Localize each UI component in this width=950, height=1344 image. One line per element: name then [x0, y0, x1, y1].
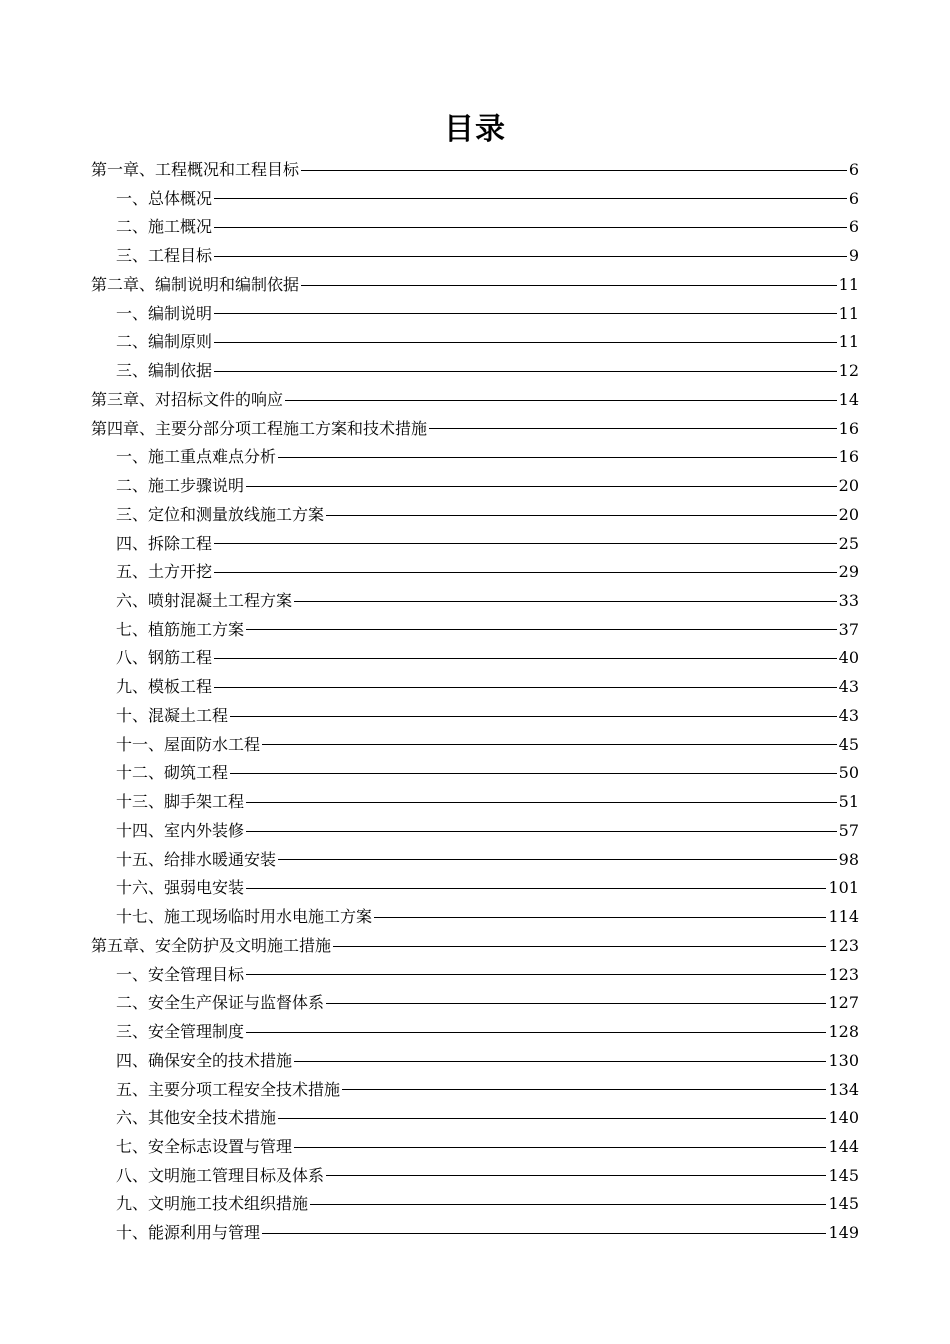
toc-entry-label: 六、其他安全技术措施 [116, 1108, 277, 1128]
toc-page-number: 43 [838, 705, 859, 725]
toc-entry-label: 七、安全标志设置与管理 [116, 1136, 293, 1156]
toc-leader-line [246, 801, 837, 803]
toc-leader-line [214, 370, 837, 372]
toc-page-number: 101 [828, 878, 859, 898]
toc-entry-label: 二、安全生产保证与监督体系 [116, 993, 325, 1013]
toc-section-entry[interactable] [91, 1018, 859, 1047]
toc-page-number: 6 [848, 188, 859, 208]
toc-leader-line [214, 542, 837, 544]
toc-leader-line [230, 715, 837, 717]
toc-section-entry[interactable] [91, 1133, 859, 1162]
toc-entry-label: 二、施工概况 [116, 217, 213, 237]
toc-entry-label: 十六、强弱电安装 [116, 878, 245, 898]
toc-entry-label: 十、混凝土工程 [116, 705, 229, 725]
toc-entry-label: 四、拆除工程 [116, 533, 213, 553]
toc-section-entry[interactable] [91, 1047, 859, 1076]
toc-leader-line [214, 197, 847, 199]
toc-section-entry[interactable] [91, 328, 859, 357]
toc-section-entry[interactable] [91, 903, 859, 932]
toc-section-entry[interactable] [91, 616, 859, 645]
toc-section-entry[interactable] [91, 759, 859, 788]
toc-leader-line [246, 485, 837, 487]
toc-entry-label: 第二章、编制说明和编制依据 [91, 274, 300, 294]
toc-page-number: 9 [848, 246, 859, 266]
toc-page-number: 145 [828, 1165, 859, 1185]
toc-entry-label: 第三章、对招标文件的响应 [91, 389, 284, 409]
toc-leader-line [310, 1203, 826, 1205]
toc-section-entry[interactable] [91, 1162, 859, 1191]
toc-page-number: 12 [838, 361, 859, 381]
toc-section-entry[interactable] [91, 1219, 859, 1248]
toc-leader-line [278, 858, 837, 860]
toc-entry-label: 五、土方开挖 [116, 562, 213, 582]
toc-entry-label: 第四章、主要分部分项工程施工方案和技术措施 [91, 418, 428, 438]
toc-list [91, 156, 859, 1248]
toc-leader-line [214, 657, 837, 659]
toc-title: 目录 [444, 112, 506, 147]
toc-entry-label: 七、植筋施工方案 [116, 619, 245, 639]
toc-chapter-entry[interactable] [91, 932, 859, 961]
toc-page-number: 14 [838, 389, 859, 409]
toc-leader-line [301, 169, 847, 171]
toc-page-number: 127 [828, 993, 859, 1013]
toc-leader-line [374, 916, 826, 918]
toc-page-number: 145 [828, 1194, 859, 1214]
toc-entry-label: 十七、施工现场临时用水电施工方案 [116, 907, 373, 927]
toc-entry-label: 三、工程目标 [116, 246, 213, 266]
toc-section-entry[interactable] [91, 443, 859, 472]
toc-leader-line [214, 226, 847, 228]
toc-page-number: 16 [838, 447, 859, 467]
toc-page-number: 11 [838, 332, 859, 352]
toc-leader-line [230, 772, 837, 774]
toc-leader-line [294, 1060, 826, 1062]
toc-chapter-entry[interactable] [91, 415, 859, 444]
toc-page-number: 134 [828, 1079, 859, 1099]
toc-entry-label: 一、安全管理目标 [116, 964, 245, 984]
toc-section-entry[interactable] [91, 213, 859, 242]
toc-section-entry[interactable] [91, 989, 859, 1018]
toc-entry-label: 五、主要分项工程安全技术措施 [116, 1079, 341, 1099]
toc-section-entry[interactable] [91, 1104, 859, 1133]
toc-section-entry[interactable] [91, 357, 859, 386]
toc-page-number: 98 [838, 849, 859, 869]
toc-chapter-entry[interactable] [91, 271, 859, 300]
toc-leader-line [429, 427, 837, 429]
toc-leader-line [278, 1117, 826, 1119]
toc-chapter-entry[interactable] [91, 156, 859, 185]
toc-leader-line [262, 1232, 826, 1234]
toc-entry-label: 九、模板工程 [116, 677, 213, 697]
toc-leader-line [326, 1174, 826, 1176]
toc-page-number: 128 [828, 1022, 859, 1042]
toc-leader-line [214, 686, 837, 688]
toc-section-entry[interactable] [91, 587, 859, 616]
toc-leader-line [246, 628, 837, 630]
toc-section-entry[interactable] [91, 501, 859, 530]
toc-page-number: 114 [828, 907, 859, 927]
toc-page-number: 50 [838, 763, 859, 783]
toc-page-number: 29 [838, 562, 859, 582]
toc-entry-label: 十五、给排水暖通安装 [116, 849, 277, 869]
toc-section-entry[interactable] [91, 961, 859, 990]
toc-page-number: 11 [838, 303, 859, 323]
toc-entry-label: 一、施工重点难点分析 [116, 447, 277, 467]
toc-page-number: 43 [838, 677, 859, 697]
toc-section-entry[interactable] [91, 644, 859, 673]
toc-page-number: 6 [848, 160, 859, 179]
toc-entry-label: 三、编制依据 [116, 361, 213, 381]
toc-page-number: 140 [828, 1108, 859, 1128]
toc-section-entry[interactable] [91, 702, 859, 731]
toc-entry-label: 第五章、安全防护及文明施工措施 [91, 935, 332, 955]
toc-entry-label: 二、施工步骤说明 [116, 476, 245, 496]
toc-leader-line [246, 887, 826, 889]
toc-page-number: 6 [848, 217, 859, 237]
toc-entry-label: 六、喷射混凝土工程方案 [116, 591, 293, 611]
toc-leader-line [214, 341, 837, 343]
toc-page-number: 20 [838, 476, 859, 496]
toc-leader-line [301, 284, 837, 286]
toc-section-entry[interactable] [91, 242, 859, 271]
toc-entry-label: 四、确保安全的技术措施 [116, 1050, 293, 1070]
toc-page-number: 40 [838, 648, 859, 668]
toc-section-entry[interactable] [91, 846, 859, 875]
toc-leader-line [214, 312, 837, 314]
toc-leader-line [278, 456, 837, 458]
toc-page-number: 57 [838, 820, 859, 840]
toc-leader-line [326, 514, 837, 516]
toc-page-number: 45 [838, 734, 859, 754]
toc-entry-label: 第一章、工程概况和工程目标 [91, 160, 300, 179]
toc-leader-line [214, 255, 847, 257]
toc-section-entry[interactable] [91, 185, 859, 214]
toc-section-entry[interactable] [91, 530, 859, 559]
toc-leader-line [214, 571, 837, 573]
toc-page-number: 16 [838, 418, 859, 438]
toc-section-entry[interactable] [91, 300, 859, 329]
toc-page-number: 37 [838, 619, 859, 639]
toc-page-number: 149 [828, 1223, 859, 1243]
toc-leader-line [285, 399, 837, 401]
toc-page-number: 144 [828, 1136, 859, 1156]
toc-entry-label: 十三、脚手架工程 [116, 792, 245, 812]
toc-leader-line [246, 1031, 826, 1033]
toc-leader-line [246, 830, 837, 832]
toc-section-entry[interactable] [91, 731, 859, 760]
toc-leader-line [262, 743, 837, 745]
toc-entry-label: 十一、屋面防水工程 [116, 734, 261, 754]
toc-leader-line [294, 600, 837, 602]
toc-page-number: 20 [838, 504, 859, 524]
toc-page-number: 25 [838, 533, 859, 553]
toc-entry-label: 二、编制原则 [116, 332, 213, 352]
toc-leader-line [342, 1088, 826, 1090]
toc-page-number: 123 [828, 964, 859, 984]
toc-leader-line [333, 945, 826, 947]
toc-entry-label: 十二、砌筑工程 [116, 763, 229, 783]
toc-entry-label: 十、能源利用与管理 [116, 1223, 261, 1243]
toc-entry-label: 一、编制说明 [116, 303, 213, 323]
toc-entry-label: 九、文明施工技术组织措施 [116, 1194, 309, 1214]
toc-page-number: 51 [838, 792, 859, 812]
toc-leader-line [246, 973, 826, 975]
toc-entry-label: 一、总体概况 [116, 188, 213, 208]
toc-page-number: 130 [828, 1050, 859, 1070]
toc-leader-line [294, 1146, 826, 1148]
toc-entry-label: 三、定位和测量放线施工方案 [116, 504, 325, 524]
toc-section-entry[interactable] [91, 874, 859, 903]
toc-section-entry[interactable] [91, 788, 859, 817]
toc-leader-line [326, 1002, 826, 1004]
toc-entry-label: 三、安全管理制度 [116, 1022, 245, 1042]
toc-page-number: 11 [838, 274, 859, 294]
toc-section-entry[interactable] [91, 673, 859, 702]
toc-chapter-entry[interactable] [91, 386, 859, 415]
toc-page-number: 33 [838, 591, 859, 611]
toc-section-entry[interactable] [91, 1190, 859, 1219]
toc-section-entry[interactable] [91, 558, 859, 587]
toc-entry-label: 八、文明施工管理目标及体系 [116, 1165, 325, 1185]
toc-section-entry[interactable] [91, 817, 859, 846]
toc-page-number: 123 [828, 935, 859, 955]
toc-entry-label: 十四、室内外装修 [116, 820, 245, 840]
toc-section-entry[interactable] [91, 1076, 859, 1105]
toc-section-entry[interactable] [91, 472, 859, 501]
toc-entry-label: 八、钢筋工程 [116, 648, 213, 668]
